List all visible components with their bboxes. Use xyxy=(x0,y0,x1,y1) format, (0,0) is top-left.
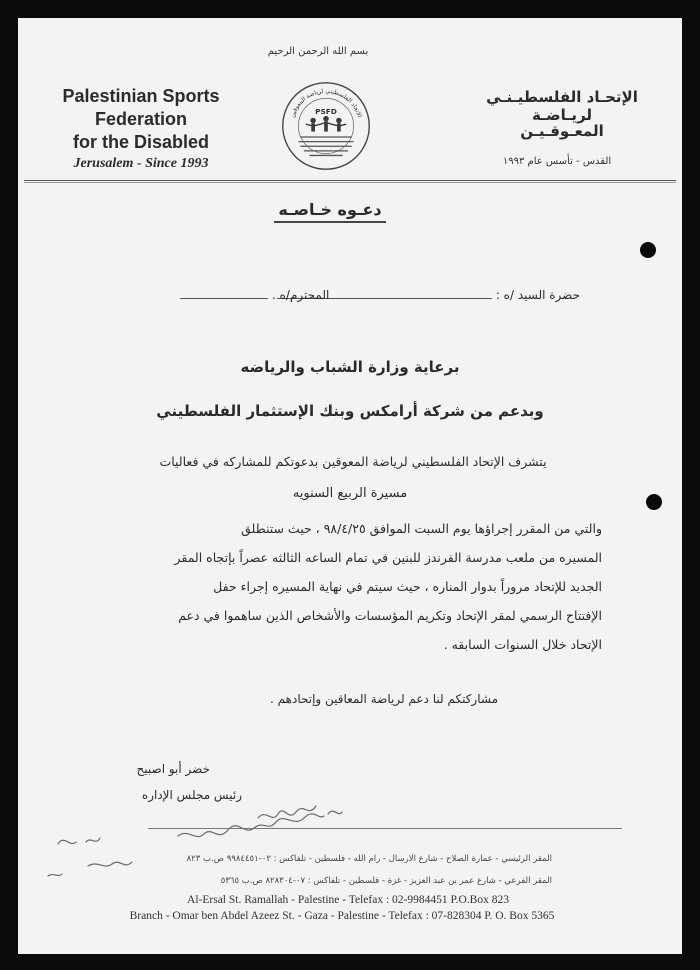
english-name-line-3: for the Disabled xyxy=(72,132,210,152)
salutation-label: حضرة السيد /ه : xyxy=(495,288,580,302)
basmala: بسم الله الرحمن الرحيم xyxy=(267,46,369,57)
patronage-line: برعاية وزارة الشباب والرياضه xyxy=(240,358,460,376)
footer-arabic-main-office: المقر الرئيسي - عمارة الصلاح - شارع الارسال - رام الله - فلسطين - تلفاكس : ٠٢-٩٩٨٤٤٥١ ص.ب ٨٢٣ xyxy=(186,854,552,864)
honorific-label: المحترم/ه . xyxy=(272,288,330,302)
arabic-subtitle: القدس - تأسس عام ١٩٩٣ xyxy=(502,156,612,167)
closing-line: مشاركتكم لنا دعم لرياضة المعاقين وإتحادهم . xyxy=(270,692,498,706)
handwritten-note xyxy=(28,796,368,886)
arabic-federation-name-line-1: الإتحـاد الفلسطيـنـي لريـاضـة xyxy=(486,88,638,124)
note-line-1: وصلت الدعوة xyxy=(340,801,358,805)
footer-arabic-branch-office: المقر الفرعي - شارع عمر بن عبد العزيز - غزة - فلسطين - تلفاكس : ٠٧-٨٢٨٣٠٤ ص.ب ٥٣٦٥ xyxy=(220,876,552,886)
federation-logo xyxy=(280,80,372,172)
event-name: مسيرة الربيع السنويه xyxy=(292,486,408,501)
logo-text: PSFD xyxy=(315,107,337,117)
letter-heading-text: دعـوه خـاصـه xyxy=(274,200,385,223)
arabic-federation-name-line-2: المعـوقـيـن xyxy=(520,122,604,140)
body-line: الإفتتاح الرسمي لمقر الإتحاد وتكريم المؤسسات والأشخاص الذين ساهموا في دعم xyxy=(178,608,602,623)
body-line: المسيره من ملعب مدرسة الفرندز للبنين في تمام الساعه الثالثه عصراً بإتجاه المقر xyxy=(174,550,602,565)
letter-heading xyxy=(230,200,430,219)
note-line-2: وعلى أحسن المشاركة إن شاء الله xyxy=(315,805,358,809)
footer-english-main-office: Al-Ersal St. Ramallah - Palestine - Telefax : 02-9984451 P.O.Box 823 xyxy=(187,894,509,906)
english-federation-name xyxy=(36,85,246,154)
logo-ring-text: الاتحاد الفلسطيني لرياضة المعوقين xyxy=(289,87,363,119)
english-name-line-1: Palestinian Sports xyxy=(62,86,220,106)
signer-name: خضر أبو اصبيح xyxy=(136,762,210,776)
body-line: والتي من المقرر إجراؤها يوم السبت الموافق ٩٨/٤/٢٥ ، حيث ستنطلق xyxy=(241,521,602,536)
honorific-line xyxy=(176,288,329,302)
footer-divider xyxy=(148,828,622,829)
english-name-line-2: Federation xyxy=(94,109,187,129)
invitation-line: يتشرف الإتحاد الفلسطيني لرياضة المعوقين بدعوتكم للمشاركه في فعاليات xyxy=(159,454,547,469)
letter-page xyxy=(18,18,682,954)
footer-english-branch-office: Branch - Omar ben Abdel Azeez St. - Gaza - Palestine - Telefax : 07-828304 P. O. Box 5365 xyxy=(129,910,555,922)
header-divider xyxy=(24,180,676,183)
punch-hole-top xyxy=(640,242,656,258)
body-line: الإتحاد خلال السنوات السابقه . xyxy=(443,637,602,652)
sponsors-line: وبدعم من شركة أرامكس وبنك الإستثمار الفلسطيني xyxy=(156,402,544,420)
letter-body xyxy=(82,514,602,659)
punch-hole-bottom xyxy=(646,494,662,510)
signer-title: رئيس مجلس الإداره xyxy=(141,788,242,802)
body-line: الجديد للإتحاد مروراً بدوار المناره ، حيث سيتم في نهاية المسيره إجراء حفل xyxy=(213,579,602,594)
english-subtitle: Jerusalem - Since 1993 xyxy=(73,156,209,171)
honorific-blank xyxy=(180,288,268,299)
